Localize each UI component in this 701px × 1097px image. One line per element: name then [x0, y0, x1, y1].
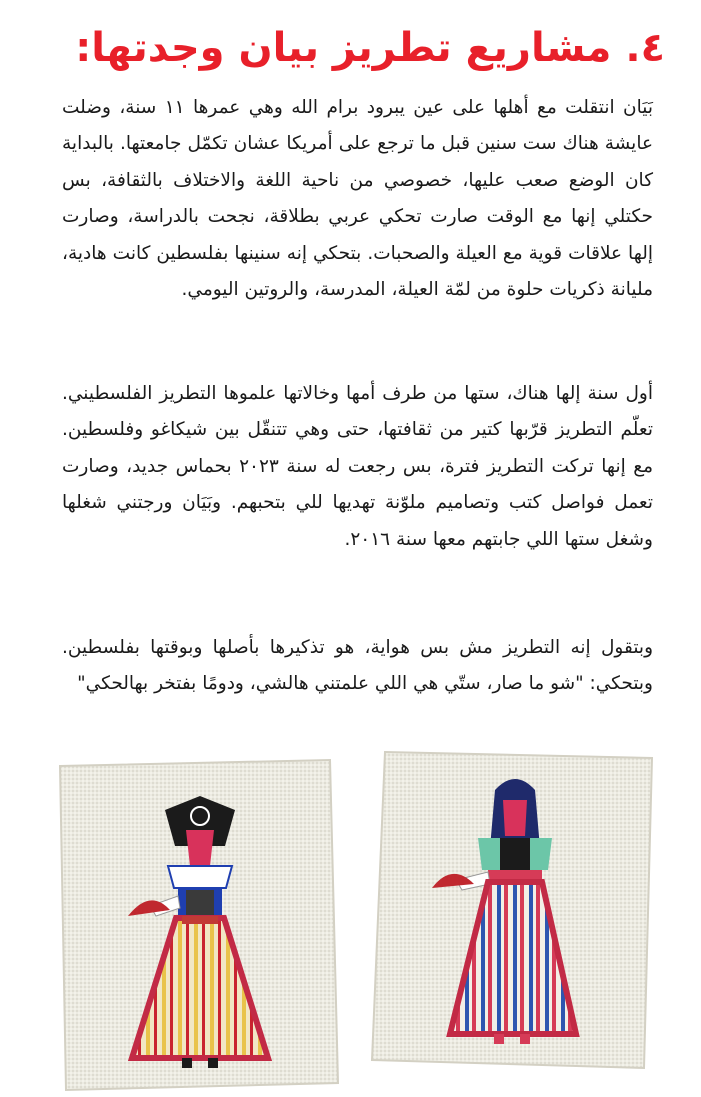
paragraph-1: بَيَان انتقلت مع أهلها على عين يبرود برام الله وهي عمرها ١١ سنة، وضلت عايشة هناك ست سنين قبل ما ترجع على أمريكا عشان تكمّل جامعتها. بالبداية كان الوضع صعب عليها، خصوصي من ناحية اللغة والاختلاف بالثقافة، بس حكتلي إنها مع الوقت صارت تحكي عربي بطلاقة، نجحت بالدراسة، وصارت إلها علاقات قوية مع العيلة والصحبات. بتحكي إنه سنينها بفلسطين كانت هادية، مليانة ذكريات حلوة من لمّة العيلة، المدرسة، والروتين اليومي.: [62, 97, 654, 301]
right-embroidery: [372, 752, 652, 1068]
page-title: ٤. مشاريع تطريز بيان وجدتها:: [75, 25, 665, 71]
paragraph-2: أول سنة إلها هناك، ستها من طرف أمها وخالاتها علموها التطريز الفلسطيني. تعلّم التطريز قرّبها كتير من ثقافتها، حتى وهي تتنقّل بين شيكاغو وفلسطين. مع إنها تركت التطريز فترة، بس رجعت له سنة ٢٠٢٣ بحماس جديد، وصارت تعمل فواصل كتب وتصاميم ملوّنة تهديها للي بتحبهم. وبَيَان ورجتني شغلها وشغل ستها اللي جابتهم معها سنة ٢٠١٦.: [62, 383, 653, 550]
left-embroidery: [60, 760, 338, 1090]
embroidery-photo: [0, 738, 701, 1097]
paragraph-3: وبتقول إنه التطريز مش بس هواية، هو تذكيرها بأصلها وبوقتها بفلسطين. وبتحكي: "شو ما صار، ستّي هي اللي علمتني هالشي، ودومًا بفتخر بهالحكي": [62, 637, 653, 695]
